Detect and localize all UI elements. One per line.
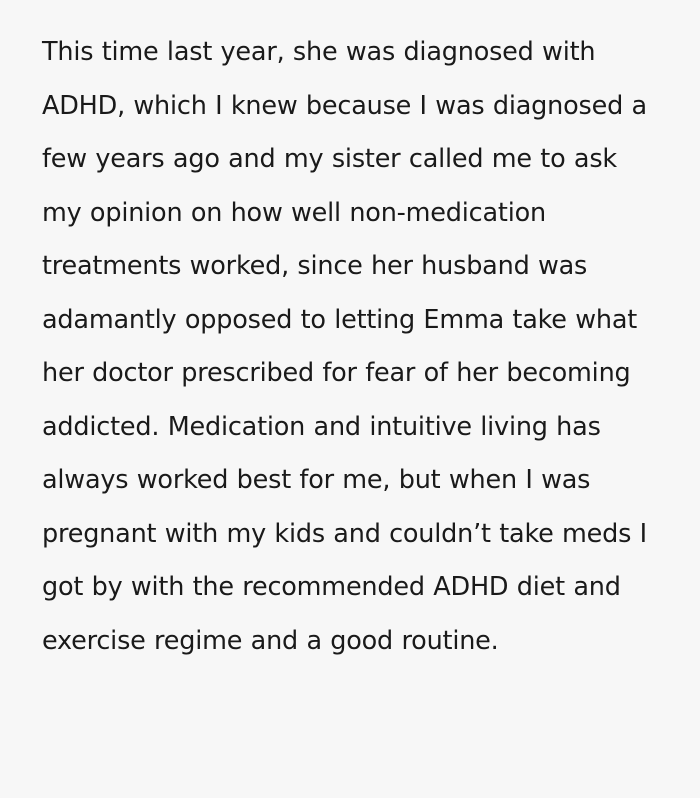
story-paragraph: This time last year, she was diagnosed with ADHD, which I knew because I was diagnosed a few years ago and my sister called me to ask my opinion on how well non-medication treatments worked, since her husband was adamantly opposed to letting Emma take what her doctor prescribed for fear of her becoming addicted. Medication and intuitive living has always worked best for me, but when I was pregnant with my kids and couldn’t take meds I got by with the recommended ADHD diet and exercise regime and a good routine. [42, 37, 656, 656]
